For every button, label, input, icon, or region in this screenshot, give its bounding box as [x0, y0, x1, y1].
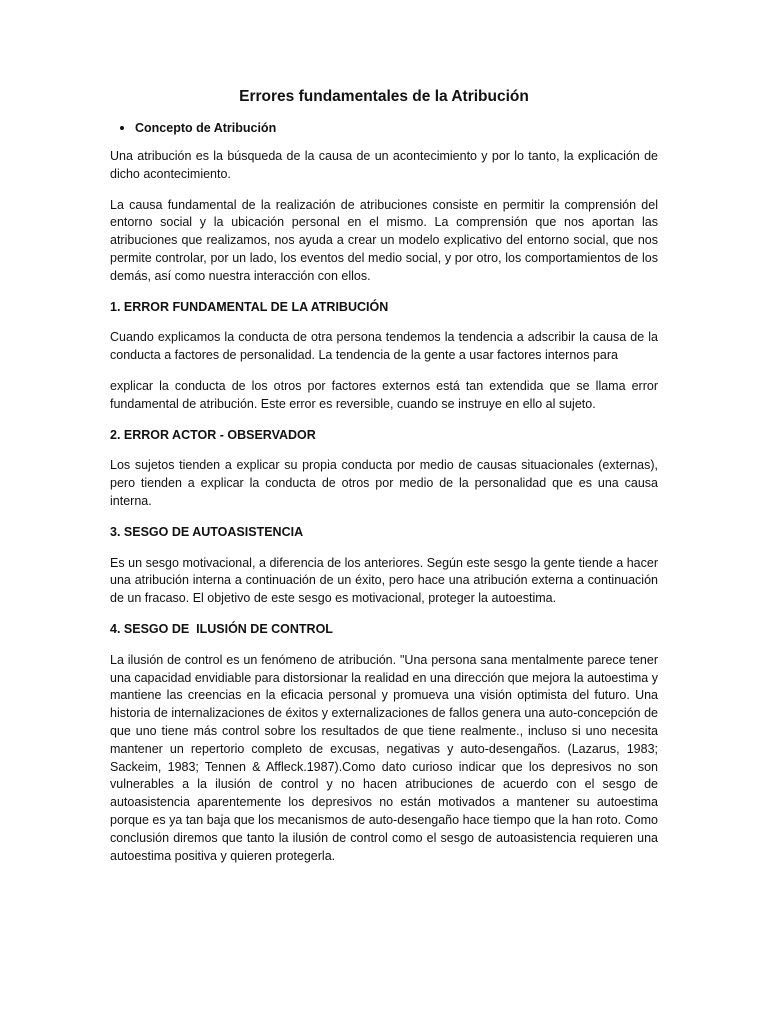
paragraph-section-1b: explicar la conducta de los otros por factores externos está tan extendida que se llama error fundamental de atribución. Este error es reversible, cuando se instruye en ello al sujeto. — [110, 378, 658, 411]
section-heading-3: 3. SESGO DE AUTOASISTENCIA — [110, 524, 304, 539]
section-heading-2: 2. ERROR ACTOR - OBSERVADOR — [110, 427, 316, 442]
paragraph-purpose: La causa fundamental de la realización de atribuciones consiste en permitir la comprensión del entorno social y la ubicación personal en el mismo. La comprensión que nos aportan las atribuciones que realizamos, nos ayuda a crear un modelo explicativo del entorno social, que nos permite controlar, por un lado, los eventos del medio social, y por otro, los comportamientos de los demás, así como nuestra interacción con ellos. — [110, 197, 658, 283]
paragraph-section-4: La ilusión de control es un fenómeno de atribución. "Una persona sana mentalmente parece tener una capacidad envidiable para distorsionar la realidad en una dirección que mejora la autoestima y mantiene las creencias en la eficacia personal y promueva una visión optimista del futuro. Una historia de internalizaciones de éxitos y externalizaciones de fallos genera una auto-concepción de que uno tiene más control sobre los resultados de que tiene realmente., incluso si uno necesita mantener un repertorio completo de excusas, negativas y auto-desengaños. (Lazarus, 1983; Sackeim, 1983; Tennen & Affleck.1987).Como dato curioso indicar que los depresivos no son vulnerables a la ilusión de control y no hacen atribuciones de acuerdo con el sesgo de autoasistencia aparentemente los depresivos no están motivados a mantener su autoestima porque es ya tan baja que los mecanismos de auto-desengaño hace tiempo que la han roto. Como conclusión diremos que tanto la ilusión de control como el sesgo de autoasistencia requieren una autoestima positiva y quieren protegerla. — [110, 652, 658, 863]
paragraph-section-3: Es un sesgo motivacional, a diferencia de los anteriores. Según este sesgo la gente tiende a hacer una atribución interna a continuación de un éxito, pero hace una atribución externa a continuación de un fracaso. El objetivo de este sesgo es motivacional, proteger la autoestima. — [110, 555, 658, 606]
section-heading-4: 4. SESGO DE ILUSIÓN DE CONTROL — [110, 621, 333, 636]
bullet-label: Concepto de Atribución — [135, 121, 277, 135]
paragraph-definition: Una atribución es la búsqueda de la causa de un acontecimiento y por lo tanto, la explicación de dicho acontecimiento. — [110, 149, 658, 181]
document-body — [110, 88, 658, 878]
bullet-item — [110, 121, 658, 135]
paragraph-section-2: Los sujetos tienden a explicar su propia conducta por medio de causas situacionales (externas), pero tienden a explicar la conducta de otros por medio de la personalidad que es una causa interna. — [110, 458, 658, 508]
document-title: Errores fundamentales de la Atribución — [239, 88, 529, 105]
bullet-icon — [120, 126, 124, 130]
paragraph-section-1a: Cuando explicamos la conducta de otra persona tendemos la tendencia a adscribir la causa de la conducta a factores de personalidad. La tendencia de la gente a usar factores internos para — [110, 330, 658, 363]
section-heading-1: 1. ERROR FUNDAMENTAL DE LA ATRIBUCIÓN — [110, 299, 389, 314]
